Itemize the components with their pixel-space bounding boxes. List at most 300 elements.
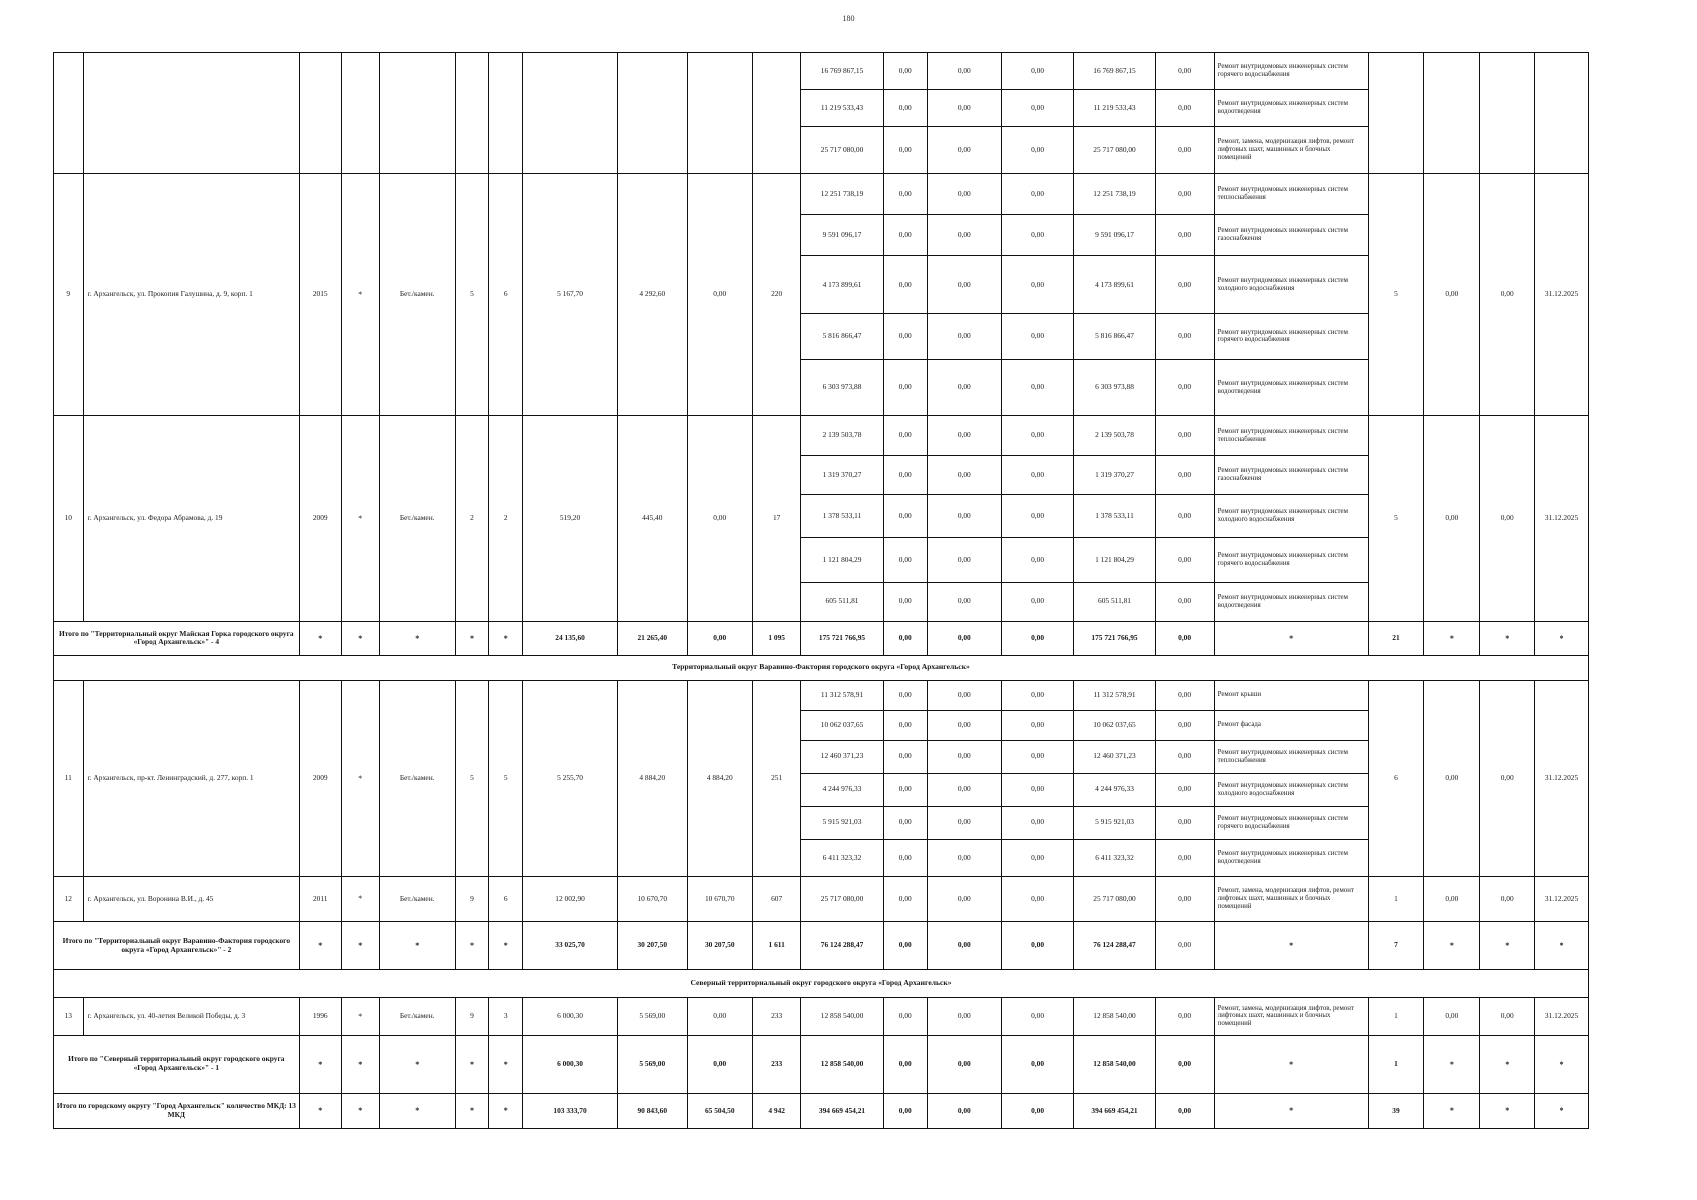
cost-other: 0,00 — [1155, 90, 1214, 127]
total-area-other: 65 504,50 — [687, 1093, 752, 1128]
building-area-total: 6 000,30 — [523, 997, 618, 1035]
total-owners: 76 124 288,47 — [1074, 922, 1155, 970]
work-count: 6 — [1368, 680, 1424, 876]
cost-federal: 0,00 — [883, 90, 927, 127]
cost-local: 0,00 — [1001, 582, 1074, 621]
deadline-date: 31.12.2025 — [1535, 416, 1589, 621]
cost-owners: 12 251 738,19 — [1074, 173, 1155, 214]
work-type: Ремонт внутридомовых инженерных систем холодного водоснабжения — [1214, 494, 1368, 537]
cost-other: 0,00 — [1155, 215, 1214, 256]
building-area-other: 0,00 — [687, 997, 752, 1035]
cost-total: 12 251 738,19 — [801, 173, 883, 214]
building-floors: 5 — [455, 173, 489, 416]
cost-regional: 0,00 — [927, 876, 1001, 921]
indicator-2: 0,00 — [1480, 416, 1535, 621]
work-type: Ремонт внутридомовых инженерных систем холодного водоснабжения — [1214, 773, 1368, 806]
building-area-living: 10 670,70 — [617, 876, 687, 921]
cost-total: 1 121 804,29 — [801, 538, 883, 582]
cell-empty — [83, 53, 299, 174]
total-other: 0,00 — [1155, 1035, 1214, 1093]
cost-owners: 1 121 804,29 — [1074, 538, 1155, 582]
total-federal: 0,00 — [883, 1093, 927, 1128]
cell-empty — [489, 53, 523, 174]
building-floors: 9 — [455, 997, 489, 1035]
indicator-2: 0,00 — [1480, 997, 1535, 1035]
capital-repair-register-table — [53, 52, 1589, 1129]
total-count: 7 — [1368, 922, 1424, 970]
work-type: Ремонт внутридомовых инженерных систем горячего водоснабжения — [1214, 806, 1368, 839]
cell-empty — [1368, 53, 1424, 174]
work-type: Ремонт внутридомовых инженерных систем водоотведения — [1214, 90, 1368, 127]
work-type: Ремонт, замена, модернизация лифтов, ремонт лифтовых шахт, машинных и блочных помещений — [1214, 127, 1368, 173]
building-floors: 5 — [455, 680, 489, 876]
cost-total: 12 460 371,23 — [801, 740, 883, 773]
total-marker: * — [299, 1035, 341, 1093]
total-owners: 394 669 454,21 — [1074, 1093, 1155, 1128]
indicator-2: 0,00 — [1480, 876, 1535, 921]
building-row — [54, 997, 1589, 1035]
total-owners: 175 721 766,95 — [1074, 621, 1155, 655]
cost-local: 0,00 — [1001, 494, 1074, 537]
building-area-total: 519,20 — [523, 416, 618, 621]
cost-total: 5 915 921,03 — [801, 806, 883, 839]
cost-total: 1 378 533,11 — [801, 494, 883, 537]
cell-empty — [752, 53, 800, 174]
cost-other: 0,00 — [1155, 416, 1214, 455]
cost-federal: 0,00 — [883, 359, 927, 416]
cell-empty — [523, 53, 618, 174]
cost-federal: 0,00 — [883, 127, 927, 173]
building-residents: 17 — [752, 416, 800, 621]
cost-owners: 6 411 323,32 — [1074, 839, 1155, 876]
total-area-living: 21 265,40 — [617, 621, 687, 655]
total-owners: 12 858 540,00 — [1074, 1035, 1155, 1093]
building-address: г. Архангельск, ул. Прокопия Галушина, д. 9, корп. 1 — [83, 173, 299, 416]
total-marker: * — [1480, 621, 1535, 655]
cost-other: 0,00 — [1155, 806, 1214, 839]
cost-regional: 0,00 — [927, 839, 1001, 876]
district-total-label: Итого по "Северный территориальный округ городского округа «Город Архангельск»" - 1 — [54, 1035, 300, 1093]
building-entrances: 6 — [489, 173, 523, 416]
cell-empty — [1535, 53, 1589, 174]
cost-owners: 6 303 973,88 — [1074, 359, 1155, 416]
indicator-1: 0,00 — [1424, 997, 1480, 1035]
total-area-other: 0,00 — [687, 1035, 752, 1093]
work-type: Ремонт внутридомовых инженерных систем горячего водоснабжения — [1214, 538, 1368, 582]
deadline-date: 31.12.2025 — [1535, 680, 1589, 876]
total-residents: 233 — [752, 1035, 800, 1093]
total-marker: * — [1214, 1093, 1368, 1128]
cost-regional: 0,00 — [927, 773, 1001, 806]
section-title: Северный территориальный округ городского округа «Город Архангельск» — [54, 969, 1589, 997]
cost-federal: 0,00 — [883, 582, 927, 621]
building-row — [54, 680, 1589, 710]
total-local: 0,00 — [1001, 1093, 1074, 1128]
total-marker: * — [489, 1093, 523, 1128]
total-count: 21 — [1368, 621, 1424, 655]
cost-owners: 25 717 080,00 — [1074, 127, 1155, 173]
building-address: г. Архангельск, ул. 40-летия Великой Победы, д. 3 — [83, 997, 299, 1035]
total-regional: 0,00 — [927, 1035, 1001, 1093]
cell-empty — [54, 53, 84, 174]
total-federal: 0,00 — [883, 922, 927, 970]
cost-regional: 0,00 — [927, 359, 1001, 416]
cost-owners: 4 244 976,33 — [1074, 773, 1155, 806]
cost-local: 0,00 — [1001, 773, 1074, 806]
indicator-1: 0,00 — [1424, 680, 1480, 876]
total-area-other: 30 207,50 — [687, 922, 752, 970]
total-local: 0,00 — [1001, 621, 1074, 655]
total-local: 0,00 — [1001, 1035, 1074, 1093]
building-row — [54, 416, 1589, 455]
cost-other: 0,00 — [1155, 876, 1214, 921]
total-marker: * — [379, 922, 455, 970]
building-residents: 607 — [752, 876, 800, 921]
cost-local: 0,00 — [1001, 173, 1074, 214]
indicator-1: 0,00 — [1424, 173, 1480, 416]
work-type: Ремонт крыши — [1214, 680, 1368, 710]
cost-local: 0,00 — [1001, 839, 1074, 876]
building-area-total: 5 255,70 — [523, 680, 618, 876]
total-residents: 4 942 — [752, 1093, 800, 1128]
building-residents: 233 — [752, 997, 800, 1035]
building-material: Бет./камен. — [379, 997, 455, 1035]
cost-other: 0,00 — [1155, 582, 1214, 621]
building-entrances: 2 — [489, 416, 523, 621]
cost-owners: 5 915 921,03 — [1074, 806, 1155, 839]
building-year: 2009 — [299, 416, 341, 621]
total-other: 0,00 — [1155, 1093, 1214, 1128]
cost-owners: 4 173 899,61 — [1074, 256, 1155, 314]
total-marker: * — [1535, 1093, 1589, 1128]
cost-regional: 0,00 — [927, 215, 1001, 256]
building-entrances: 5 — [489, 680, 523, 876]
building-area-total: 12 002,90 — [523, 876, 618, 921]
page-number: 180 — [842, 14, 855, 23]
cost-regional: 0,00 — [927, 997, 1001, 1035]
section-header-row — [54, 969, 1589, 997]
building-row — [54, 876, 1589, 921]
cost-total: 11 219 533,43 — [801, 90, 883, 127]
cost-total: 1 319 370,27 — [801, 455, 883, 494]
cost-regional: 0,00 — [927, 494, 1001, 537]
district-total-row — [54, 922, 1589, 970]
district-total-row — [54, 1035, 1589, 1093]
total-marker: * — [1214, 1035, 1368, 1093]
total-marker: * — [341, 1035, 379, 1093]
cost-owners: 11 219 533,43 — [1074, 90, 1155, 127]
cost-local: 0,00 — [1001, 359, 1074, 416]
building-entrances: 6 — [489, 876, 523, 921]
cost-local: 0,00 — [1001, 256, 1074, 314]
building-material: Бет./камен. — [379, 876, 455, 921]
cost-owners: 1 319 370,27 — [1074, 455, 1155, 494]
indicator-2: 0,00 — [1480, 680, 1535, 876]
cell-empty — [1480, 53, 1535, 174]
cost-regional: 0,00 — [927, 173, 1001, 214]
cost-federal: 0,00 — [883, 773, 927, 806]
cost-other: 0,00 — [1155, 773, 1214, 806]
district-total-label: Итого по "Территориальный округ Майская Горка городского округа «Город Архангельск»" - 4 — [54, 621, 300, 655]
cost-federal: 0,00 — [883, 680, 927, 710]
work-count: 5 — [1368, 416, 1424, 621]
cost-local: 0,00 — [1001, 538, 1074, 582]
total-marker: * — [1535, 621, 1589, 655]
cost-local: 0,00 — [1001, 710, 1074, 740]
total-other: 0,00 — [1155, 621, 1214, 655]
work-type: Ремонт, замена, модернизация лифтов, ремонт лифтовых шахт, машинных и блочных помещений — [1214, 876, 1368, 921]
total-area-total: 6 000,30 — [523, 1035, 618, 1093]
total-residents: 1 611 — [752, 922, 800, 970]
cell-empty — [1424, 53, 1480, 174]
building-address: г. Архангельск, ул. Федора Абрамова, д. 19 — [83, 416, 299, 621]
city-total-label: Итого по городскому округу "Город Архангельск" количество МКД: 13 МКД — [54, 1093, 300, 1128]
cost-regional: 0,00 — [927, 680, 1001, 710]
building-marker: * — [341, 416, 379, 621]
cost-owners: 2 139 503,78 — [1074, 416, 1155, 455]
total-marker: * — [379, 1093, 455, 1128]
total-area-total: 33 025,70 — [523, 922, 618, 970]
total-cost: 76 124 288,47 — [801, 922, 883, 970]
building-number: 13 — [54, 997, 84, 1035]
cost-local: 0,00 — [1001, 806, 1074, 839]
work-type: Ремонт внутридомовых инженерных систем газоснабжения — [1214, 455, 1368, 494]
work-type: Ремонт внутридомовых инженерных систем холодного водоснабжения — [1214, 256, 1368, 314]
cost-other: 0,00 — [1155, 256, 1214, 314]
building-address: г. Архангельск, пр-кт. Ленинградский, д. 277, корп. 1 — [83, 680, 299, 876]
cost-local: 0,00 — [1001, 997, 1074, 1035]
total-marker: * — [1480, 1093, 1535, 1128]
cost-local: 0,00 — [1001, 90, 1074, 127]
cost-local: 0,00 — [1001, 416, 1074, 455]
cost-other: 0,00 — [1155, 455, 1214, 494]
cost-regional: 0,00 — [927, 314, 1001, 359]
cost-other: 0,00 — [1155, 740, 1214, 773]
cost-owners: 11 312 578,91 — [1074, 680, 1155, 710]
cost-total: 4 244 976,33 — [801, 773, 883, 806]
total-area-living: 5 569,00 — [617, 1035, 687, 1093]
cell-empty — [617, 53, 687, 174]
total-marker: * — [455, 1093, 489, 1128]
total-marker: * — [1535, 922, 1589, 970]
cost-federal: 0,00 — [883, 53, 927, 90]
building-material: Бет./камен. — [379, 416, 455, 621]
total-marker: * — [1424, 621, 1480, 655]
cell-empty — [455, 53, 489, 174]
cell-empty — [299, 53, 341, 174]
indicator-1: 0,00 — [1424, 416, 1480, 621]
total-local: 0,00 — [1001, 922, 1074, 970]
cost-owners: 5 816 866,47 — [1074, 314, 1155, 359]
deadline-date: 31.12.2025 — [1535, 173, 1589, 416]
work-count: 1 — [1368, 997, 1424, 1035]
building-area-other: 0,00 — [687, 173, 752, 416]
cost-owners: 10 062 037,65 — [1074, 710, 1155, 740]
building-area-living: 4 292,60 — [617, 173, 687, 416]
total-marker: * — [1424, 1035, 1480, 1093]
building-marker: * — [341, 173, 379, 416]
city-total-row — [54, 1093, 1589, 1128]
cost-federal: 0,00 — [883, 314, 927, 359]
cell-empty — [687, 53, 752, 174]
cost-local: 0,00 — [1001, 53, 1074, 90]
section-header-row — [54, 655, 1589, 680]
cost-local: 0,00 — [1001, 740, 1074, 773]
total-marker: * — [1424, 1093, 1480, 1128]
work-type: Ремонт внутридомовых инженерных систем водоотведения — [1214, 839, 1368, 876]
cost-other: 0,00 — [1155, 680, 1214, 710]
building-area-living: 5 569,00 — [617, 997, 687, 1035]
total-count: 39 — [1368, 1093, 1424, 1128]
total-area-total: 103 333,70 — [523, 1093, 618, 1128]
building-area-other: 10 670,70 — [687, 876, 752, 921]
cost-regional: 0,00 — [927, 127, 1001, 173]
work-type: Ремонт внутридомовых инженерных систем теплоснабжения — [1214, 740, 1368, 773]
cost-federal: 0,00 — [883, 997, 927, 1035]
total-area-living: 30 207,50 — [617, 922, 687, 970]
total-area-living: 90 843,60 — [617, 1093, 687, 1128]
cost-federal: 0,00 — [883, 173, 927, 214]
work-type: Ремонт внутридомовых инженерных систем горячего водоснабжения — [1214, 53, 1368, 90]
building-area-living: 4 884,20 — [617, 680, 687, 876]
total-federal: 0,00 — [883, 1035, 927, 1093]
building-year: 2011 — [299, 876, 341, 921]
total-marker: * — [341, 621, 379, 655]
building-number: 12 — [54, 876, 84, 921]
building-floors: 2 — [455, 416, 489, 621]
building-area-other: 4 884,20 — [687, 680, 752, 876]
cost-total: 16 769 867,15 — [801, 53, 883, 90]
total-regional: 0,00 — [927, 922, 1001, 970]
cost-other: 0,00 — [1155, 839, 1214, 876]
work-row — [54, 53, 1589, 90]
building-row — [54, 173, 1589, 214]
cost-total: 4 173 899,61 — [801, 256, 883, 314]
cost-regional: 0,00 — [927, 710, 1001, 740]
cost-regional: 0,00 — [927, 806, 1001, 839]
cost-total: 6 411 323,32 — [801, 839, 883, 876]
building-marker: * — [341, 680, 379, 876]
work-type: Ремонт внутридомовых инженерных систем горячего водоснабжения — [1214, 314, 1368, 359]
cost-local: 0,00 — [1001, 215, 1074, 256]
total-other: 0,00 — [1155, 922, 1214, 970]
building-residents: 251 — [752, 680, 800, 876]
total-count: 1 — [1368, 1035, 1424, 1093]
building-area-other: 0,00 — [687, 416, 752, 621]
cost-regional: 0,00 — [927, 740, 1001, 773]
cost-owners: 605 511,81 — [1074, 582, 1155, 621]
total-regional: 0,00 — [927, 1093, 1001, 1128]
cost-regional: 0,00 — [927, 256, 1001, 314]
cost-owners: 1 378 533,11 — [1074, 494, 1155, 537]
total-marker: * — [379, 621, 455, 655]
cost-owners: 25 717 080,00 — [1074, 876, 1155, 921]
cost-total: 10 062 037,65 — [801, 710, 883, 740]
cost-total: 25 717 080,00 — [801, 127, 883, 173]
building-floors: 9 — [455, 876, 489, 921]
cell-empty — [379, 53, 455, 174]
total-marker: * — [1424, 922, 1480, 970]
cost-other: 0,00 — [1155, 173, 1214, 214]
cost-regional: 0,00 — [927, 416, 1001, 455]
building-address: г. Архангельск, ул. Воронина В.И., д. 45 — [83, 876, 299, 921]
cost-federal: 0,00 — [883, 839, 927, 876]
indicator-1: 0,00 — [1424, 876, 1480, 921]
building-residents: 220 — [752, 173, 800, 416]
cost-federal: 0,00 — [883, 494, 927, 537]
cost-regional: 0,00 — [927, 53, 1001, 90]
cost-other: 0,00 — [1155, 53, 1214, 90]
work-count: 5 — [1368, 173, 1424, 416]
cost-federal: 0,00 — [883, 806, 927, 839]
cost-owners: 9 591 096,17 — [1074, 215, 1155, 256]
cost-federal: 0,00 — [883, 256, 927, 314]
cost-local: 0,00 — [1001, 314, 1074, 359]
cost-total: 6 303 973,88 — [801, 359, 883, 416]
work-type: Ремонт, замена, модернизация лифтов, ремонт лифтовых шахт, машинных и блочных помещений — [1214, 997, 1368, 1035]
building-year: 2015 — [299, 173, 341, 416]
cost-local: 0,00 — [1001, 455, 1074, 494]
building-number: 10 — [54, 416, 84, 621]
total-marker: * — [489, 922, 523, 970]
building-number: 9 — [54, 173, 84, 416]
cost-owners: 12 858 540,00 — [1074, 997, 1155, 1035]
total-marker: * — [341, 922, 379, 970]
cost-owners: 12 460 371,23 — [1074, 740, 1155, 773]
building-marker: * — [341, 876, 379, 921]
cost-other: 0,00 — [1155, 359, 1214, 416]
total-federal: 0,00 — [883, 621, 927, 655]
total-marker: * — [455, 621, 489, 655]
cost-other: 0,00 — [1155, 538, 1214, 582]
cost-federal: 0,00 — [883, 740, 927, 773]
work-type: Ремонт внутридомовых инженерных систем газоснабжения — [1214, 215, 1368, 256]
total-residents: 1 095 — [752, 621, 800, 655]
work-count: 1 — [1368, 876, 1424, 921]
cost-other: 0,00 — [1155, 127, 1214, 173]
total-regional: 0,00 — [927, 621, 1001, 655]
district-total-label: Итого по "Территориальный округ Варавино-Фактория городского округа «Город Архангельск»" - 2 — [54, 922, 300, 970]
building-material: Бет./камен. — [379, 680, 455, 876]
deadline-date: 31.12.2025 — [1535, 997, 1589, 1035]
cost-federal: 0,00 — [883, 215, 927, 256]
total-marker: * — [341, 1093, 379, 1128]
cost-total: 11 312 578,91 — [801, 680, 883, 710]
building-year: 1996 — [299, 997, 341, 1035]
total-marker: * — [455, 922, 489, 970]
total-marker: * — [379, 1035, 455, 1093]
cost-federal: 0,00 — [883, 710, 927, 740]
total-area-total: 24 135,60 — [523, 621, 618, 655]
cost-federal: 0,00 — [883, 416, 927, 455]
work-type: Ремонт внутридомовых инженерных систем теплоснабжения — [1214, 173, 1368, 214]
total-marker: * — [1480, 1035, 1535, 1093]
total-marker: * — [299, 922, 341, 970]
total-marker: * — [299, 621, 341, 655]
total-marker: * — [1535, 1035, 1589, 1093]
total-cost: 394 669 454,21 — [801, 1093, 883, 1128]
total-marker: * — [1214, 621, 1368, 655]
total-marker: * — [489, 1035, 523, 1093]
total-marker: * — [489, 621, 523, 655]
cost-regional: 0,00 — [927, 538, 1001, 582]
cost-regional: 0,00 — [927, 582, 1001, 621]
total-area-other: 0,00 — [687, 621, 752, 655]
cost-federal: 0,00 — [883, 876, 927, 921]
cost-other: 0,00 — [1155, 494, 1214, 537]
cost-other: 0,00 — [1155, 997, 1214, 1035]
building-marker: * — [341, 997, 379, 1035]
